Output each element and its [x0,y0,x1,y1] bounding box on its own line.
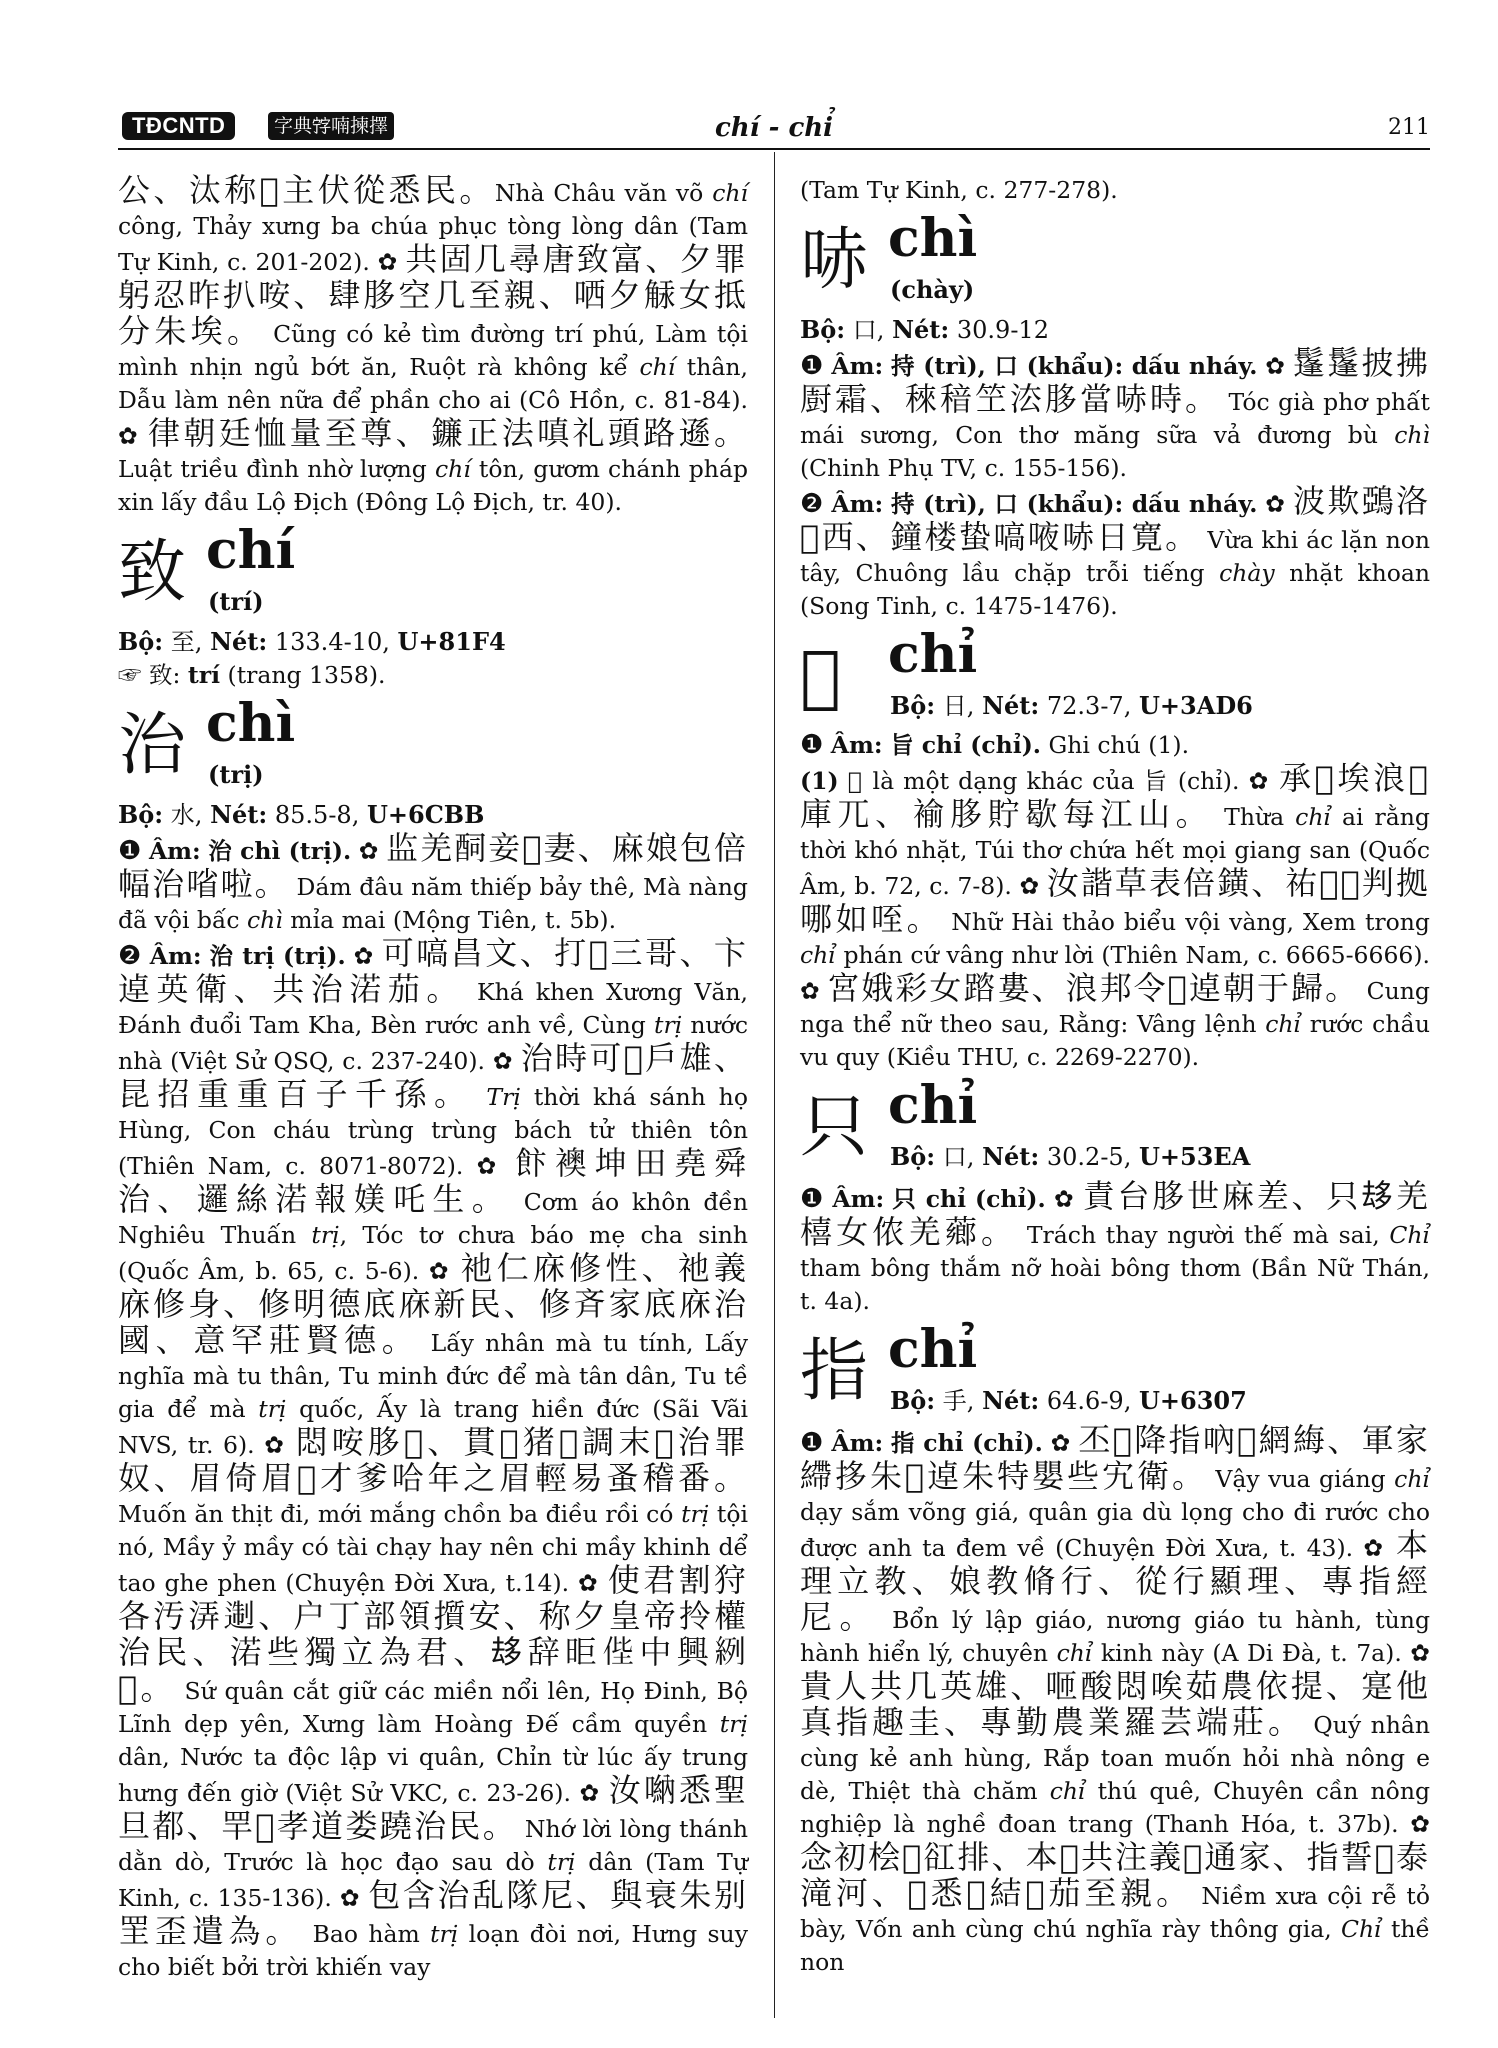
am-label: Âm: [831,1429,884,1457]
nom-quote: 共固几尋唐致富、夕罪躬忍昨扒咹、肆䏧空几至親、哂夕觨女抵分朱埃。 [118,240,748,350]
nom-quote: 汝諧草表倍鐄、祐𨀈𣎶判拠哪如咥。 [800,864,1430,938]
gloss: Quý nhân cùng kẻ anh hùng, Rắp toan muốn hỏi nhà nông e dè, Thiệt thà chăm [800,1711,1430,1805]
flower-icon: ✿ [353,942,374,970]
gloss: ai rằng thời khó nhặt, Túi thơ chứa hết mọi giang san (Quốc Âm, b. 72, c. 7-8). [800,803,1430,900]
am-value: 持 (trì), 口 (khẩu): dấu nháy. [890,490,1258,518]
stroke-count: 72.3-7, [1046,692,1132,720]
note-1 [800,759,1431,1074]
entry-character: 致 [118,533,187,612]
sense-1 [800,1177,1430,1318]
flower-icon: ✿ [377,248,398,276]
am-value: 治 trị (trị). [209,942,346,970]
am-value: 旨 chỉ (chỉ). [890,731,1041,759]
gloss: quốc, Ấy là trang hiền đức (Sãi Vãi NVS, tr. 6). [118,1395,748,1459]
entry-word: chỉ [888,1075,978,1136]
entry-character: 𣎶 [800,637,841,716]
gloss: Trách thay người thế mà sai, [1026,1221,1390,1249]
gloss-italic: trị [258,1395,287,1423]
gloss: Vừa khi ác lặn non tây, Chuông lầu chặp trỗi tiếng [800,526,1430,587]
gloss-italic: chì [1394,421,1430,449]
nom-quote: 承𣎶埃浪𣱆庫兀、褕䏧貯歇每江山。 [800,759,1430,833]
entry-meta [800,313,1430,347]
continued-paragraph [118,171,748,519]
gloss-italic: chí [434,455,471,483]
gloss: dân (Tam Tự Kinh, c. 135-136). [118,1848,748,1912]
nom-quote: 丕𢬣降指吶𢤞網䋦、軍家𦄂拸朱𦝄逴朱特嬰些宄衛。 [800,1421,1430,1495]
am-value: 指 chỉ (chỉ). [890,1429,1043,1457]
flower-icon: ✿ [264,1431,286,1459]
stroke-count: 30.2-5, [1046,1143,1132,1171]
nom-quote: 貴人共几英雄、咂酸悶唉茹農依提、寔他真指趣圭、專勤農業羅芸端莊。 [800,1667,1430,1741]
gloss: Muốn ăn thịt đi, mới mắng chồn ba điều rồi có [118,1500,682,1528]
flower-icon: ✿ [1054,1185,1075,1213]
stroke-count: 30.9-12 [956,316,1049,344]
am-label: Âm: [148,837,201,865]
gloss-italic: Chỉ [1389,1221,1430,1249]
gloss: Thừa [1224,803,1296,831]
sense-1 [118,829,748,937]
page-number: 211 [1388,115,1430,140]
gloss: kinh này (A Di Đà, t. 7a). [1092,1639,1411,1667]
entry-heading-chi-3ad6 [800,624,1430,725]
flower-icon: ✿ [118,422,140,450]
gloss: thề non [800,1915,1430,1976]
gloss: Vậy vua giáng [1215,1465,1395,1493]
gloss: tôn, gươm chánh pháp xin lấy đầu Lộ Địch (Đông Lộ Địch, tr. 40). [118,455,748,516]
entry-reading: (trị) [208,760,264,789]
gloss-italic: chỉ [1394,1465,1430,1493]
flower-icon: ✿ [1265,490,1286,518]
gloss: , Tóc tơ chưa báo mẹ cha sinh (Quốc Âm, b. 65, c. 5-6). [118,1221,749,1285]
bo-label: Bộ: [890,691,936,720]
nom-quote: 监羌䣳妾𤳆妻、麻娘包倍幅治㗂啦。 [118,829,748,903]
column-divider [774,152,775,2018]
flower-icon: ✿ [800,977,820,1005]
flower-icon: ✿ [1410,1639,1430,1667]
flower-icon: ✿ [1248,767,1270,795]
sense-2 [118,934,749,1984]
gloss: phán cứ vâng như lời (Thiên Nam, c. 6665-6666). [835,941,1430,969]
entry-character: 治 [118,706,187,785]
gloss-italic: trị [311,1221,340,1249]
page-header [118,108,1430,148]
nom-quote: 悶咹䏧𦝄、貫𠳨猪𢀨調末𡗶治罪奴、眉倚眉𡗶才爹哈年之眉輕易蚤稽番。 [118,1423,748,1497]
gloss-italic: chày [1219,559,1275,587]
gloss: công, Thảy xưng ba chúa phục tòng lòng dân (Tam Tự Kinh, c. 201-202). [118,212,748,276]
gloss: tham bông thắm nỡ hoài bông thơm (Bần Nữ Thán, t. 4a). [800,1254,1430,1315]
gloss: Luật triều đình nhờ lượng [118,455,435,483]
gloss-italic: chỉ [800,941,836,969]
gloss: dạy sắm võng giá, quân gia dù lọng cho đi rước cho được anh ta đem về (Chuyện Đời Xưa, t. 43). [800,1498,1430,1562]
unicode-code: U+3AD6 [1138,691,1253,720]
sense-number: ❷ [118,941,142,971]
gloss: nước nhà (Việt Sử QSQ, c. 237-240). [118,1011,748,1075]
cross-reference [118,659,748,692]
nom-quote: 宮娥彩女䠖婁、浪邦令𣎶逴朝于歸。 [827,969,1360,1007]
flower-icon: ✿ [579,1779,601,1807]
flower-icon: ✿ [577,1569,600,1597]
dictionary-page [118,108,1430,2018]
gloss-italic: trị [430,1920,459,1948]
gloss: thân, Dẫu làm nên nữa để phần cho ai (Cô Hồn, c. 81-84). [118,353,748,414]
flower-icon: ✿ [358,837,379,865]
sense-1 [800,729,1430,762]
unicode-code: U+6307 [1138,1386,1247,1415]
sense-number: ❶ [800,1184,825,1214]
nom-quote: 治時可𢀭戶雄、昆招重重百子千孫。 [118,1039,748,1113]
entry-word: chỉ [888,624,978,685]
net-label: Nét: [210,800,268,829]
gloss-italic: chỉ [1295,803,1331,831]
flower-icon: ✿ [476,1152,503,1180]
gloss-italic: chì [247,906,283,934]
flower-icon: ✿ [1363,1534,1386,1562]
am-value: 治 chì (trị). [208,837,352,865]
am-label: Âm: [830,731,883,759]
entry-meta [118,625,748,659]
radical: 手, [942,1387,975,1415]
stroke-count: 85.5-8, [274,801,360,829]
gloss-italic: trị [547,1848,576,1876]
radical: 日, [942,692,975,720]
flower-icon: ✿ [1410,1810,1430,1838]
flower-icon: ✿ [1019,872,1040,900]
entry-word: chì [206,693,296,754]
entry-character: 指 [800,1332,869,1411]
net-label: Nét: [892,315,950,344]
gloss: Cũng có kẻ tìm đường trí phú, Làm tội mình nhịn ngủ bớt ăn, Ruột rà không kể [118,320,748,381]
gloss: dân, Nước ta độc lập vi quân, Chỉn từ lúc ấy trung hưng đến giờ (Việt Sử VKC, c. 23-26). [118,1743,748,1807]
gloss: Lấy nhân mà tu tính, Lấy nghĩa mà tu thân, Tu minh đức để mà tân dân, Tu tề gia để mà [118,1329,748,1423]
gloss: Sứ quân cắt giữ các miền nổi lên, Họ Đinh, Bộ Lĩnh dẹp yên, Xưng làm Hoàng Đế cầm quyền [118,1677,748,1738]
gloss-italic: trị [681,1500,710,1528]
nom-quote: 包含治乱隊尼、與衰朱别罜歪遣為。 [118,1876,748,1950]
entry-heading-chay [800,208,1430,309]
unicode-code: U+53EA [1138,1142,1251,1171]
gloss: Nhớ lời lòng thánh dằn dò, Trước là học đạo sau dò [118,1815,748,1876]
net-label: Nét: [982,1386,1040,1415]
gloss-italic: Trị [486,1083,521,1111]
am-label: Âm: [831,490,884,518]
gloss: (Chinh Phụ TV, c. 155-156). [800,454,1127,482]
gloss: Niềm xưa cội rễ tỏ bày, Vốn anh cùng chú nghĩa rày thông gia, [800,1882,1430,1943]
entry-reading: (trí) [208,587,264,616]
sense-1 [800,1421,1430,1979]
bo-label: Bộ: [890,1386,936,1415]
nom-quote: 使君割狩各汚㳥𨔈、户丁部領㩫安、称夕皇帝拎權治民、渃些獨立為君、𠫾辞昛𠈺中興𦀎𢧚。 [118,1561,748,1707]
radical: 水, [170,801,203,829]
gloss: Cung nga thể nữ theo sau, Rằng: Vâng lệnh [800,977,1430,1038]
nom-quote: 念初桧𣘃䜫排、本𡞕共注義𢆥通家、指誓𣘈泰滝河、𠇍悉𣇞結𠫾茄至親。 [800,1838,1430,1912]
stroke-count: 64.6-9, [1046,1387,1132,1415]
entry-heading-zhi [118,520,748,621]
nom-quote: 祂仁庥修性、祂義庥修身、修明德底庥新民、修斉家底庥治國、意罕莊賢德。 [118,1249,748,1359]
gloss: Nhà Châu văn võ [494,179,713,207]
gloss: mỉa mai (Mộng Tiên, t. 5b). [282,906,617,934]
gloss: tội nó, Mầy ỷ mầy có tài chạy hay nên chi mầy khinh dể tao ghe phen (Chuyện Đời Xưa, t.14). [118,1500,749,1597]
book-badge-han: 字典𡨸喃揀擇 [268,112,394,140]
entry-reading: (chày) [890,275,975,304]
gloss-italic: trị [654,1011,683,1039]
entry-meta [890,1386,1247,1416]
gloss: Khá khen Xương Văn, Đánh đuổi Tam Kha, Bèn rước anh về, Cùng [118,978,748,1039]
book-badge: TĐCNTD [122,112,235,140]
gloss: loạn đòi nơi, Hưng suy cho biết bởi trời khiến vay [118,1920,748,1981]
entry-meta [890,1142,1250,1172]
am-label: Âm: [149,942,202,970]
entry-word: chỉ [888,1319,978,1380]
entry-word: chí [206,520,296,581]
net-label: Nét: [210,627,268,656]
sense-number: ❶ [118,836,142,866]
flower-icon: ✿ [428,1257,451,1285]
net-label: Nét: [982,691,1040,720]
sense-number: ❶ [800,351,824,381]
gloss-italic: Chỉ [1341,1915,1382,1943]
nom-quote: 鬔鬔披拂㕑霜、䅘䅧笁㳒䏧當哧時。 [800,344,1430,418]
header-rule [118,148,1430,150]
flower-icon: ✿ [1265,352,1286,380]
gloss: nhặt khoan (Song Tinh, c. 1475-1476). [800,559,1430,620]
nom-quote: 責台䏧世麻差、只𠫾羌橲女侬羌薌。 [800,1177,1430,1251]
am-label: Âm: [832,1185,885,1213]
gloss: Bao hàm [312,1920,431,1948]
left-column [118,171,749,1984]
nom-quote: 波欺鵶洛𣘈西、鐘楼蛰嗃㖡哧日寛。 [800,482,1430,556]
note-number: (1) [800,767,839,795]
entry-character: 只 [800,1088,869,1167]
entry-heading-chi-53ea [800,1075,1430,1176]
gloss: thời khá sánh họ Hùng, Con cháu trùng trùng bách tử thiên tôn (Thiên Nam, c. 8071-8072). [118,1083,748,1180]
nom-quote: 汝𠺶悉聖旦都、䍐𦓡孝道娄蹺治民。 [118,1771,748,1845]
xref-word: trí [187,661,221,689]
gloss-italic: chỉ [1056,1639,1093,1667]
entry-meta [118,798,748,832]
note-ref: Ghi chú (1). [1048,731,1190,759]
gloss-italic: chí [639,353,676,381]
radical: 口, [852,316,885,344]
gloss: rước chầu vu quy (Kiều THU, c. 2269-2270). [800,1010,1431,1071]
net-label: Nét: [982,1142,1040,1171]
nom-quote: 律朝廷恤量至尊、鐮正法嗔礼頭路遜。 [147,414,748,452]
entry-character: 哧 [800,221,869,300]
entry-meta [890,691,1253,721]
bo-label: Bộ: [800,315,846,344]
nom-quote: 飰襖坤田堯舜治、邏絲渃報媄吒生。 [118,1144,748,1218]
running-head: chí - chỉ [714,113,834,143]
bo-label: Bộ: [118,800,164,829]
am-label: Âm: [831,352,884,380]
sense-number: ❷ [800,489,824,519]
flower-icon: ✿ [492,1047,513,1075]
am-value: 只 chỉ (chỉ). [892,1185,1046,1213]
xref-page: (trang 1358). [227,661,386,689]
gloss: Bổn lý lập giáo, nương giáo tu hành, tùng hành hiển lý, chuyên [800,1606,1430,1667]
gloss: Nhữ Hài thảo biểu vội vàng, Xem trong [951,908,1430,936]
right-column [800,174,1430,1979]
bo-label: Bộ: [118,627,164,656]
flower-icon: ✿ [1050,1429,1071,1457]
entry-word: chì [888,208,978,269]
gloss: thú quê, Chuyên cần nông nghiệp là nghề đoan trang (Thanh Hóa, t. 37b). [800,1777,1430,1838]
flower-icon: ✿ [339,1884,361,1912]
gloss-italic: chỉ [1049,1777,1086,1805]
xref-char: 致: [148,661,181,689]
entry-heading-chi-tri [118,693,748,794]
gloss-italic: chí [712,179,748,207]
bo-label: Bộ: [890,1142,936,1171]
pointing-hand-icon: ☞ [118,661,142,689]
sense-1 [800,344,1430,485]
unicode-code: U+6CBB [366,800,485,829]
sense-number: ❶ [800,730,824,760]
gloss: Tóc già phơ phất mái sương, Con thơ măng sữa vả đương bù [800,388,1430,449]
am-value: 持 (trì), 口 (khẩu): dấu nháy. [890,352,1258,380]
continued-citation: (Tam Tự Kinh, c. 277-278). [800,176,1118,204]
nom-quote: 本理立教、娘教脩行、從行顯理、專指經尼。 [800,1526,1430,1636]
nom-quote: 公、汰称𢀨主伏從悉民。 [118,171,495,209]
entry-heading-chi-6307 [800,1319,1430,1420]
radical: 至, [170,628,203,656]
gloss-italic: chỉ [1265,1010,1302,1038]
gloss: Dám đâu năm thiếp bảy thê, Mà nàng đã vội bấc [118,873,748,934]
gloss: Cơm áo khôn đền Nghiêu Thuấn [118,1188,748,1249]
nom-quote: 可嗃昌文、打𨀈三哥、卞逴英衛、共治渃茄。 [118,934,748,1008]
radical: 口, [942,1143,975,1171]
sense-number: ❶ [800,1428,824,1458]
gloss-italic: trị [719,1710,748,1738]
gloss: 𣎶 là một dạng khác của 旨 (chỉ). [838,767,1249,795]
stroke-count: 133.4-10, [274,628,390,656]
unicode-code: U+81F4 [397,627,506,656]
sense-2 [800,482,1430,623]
